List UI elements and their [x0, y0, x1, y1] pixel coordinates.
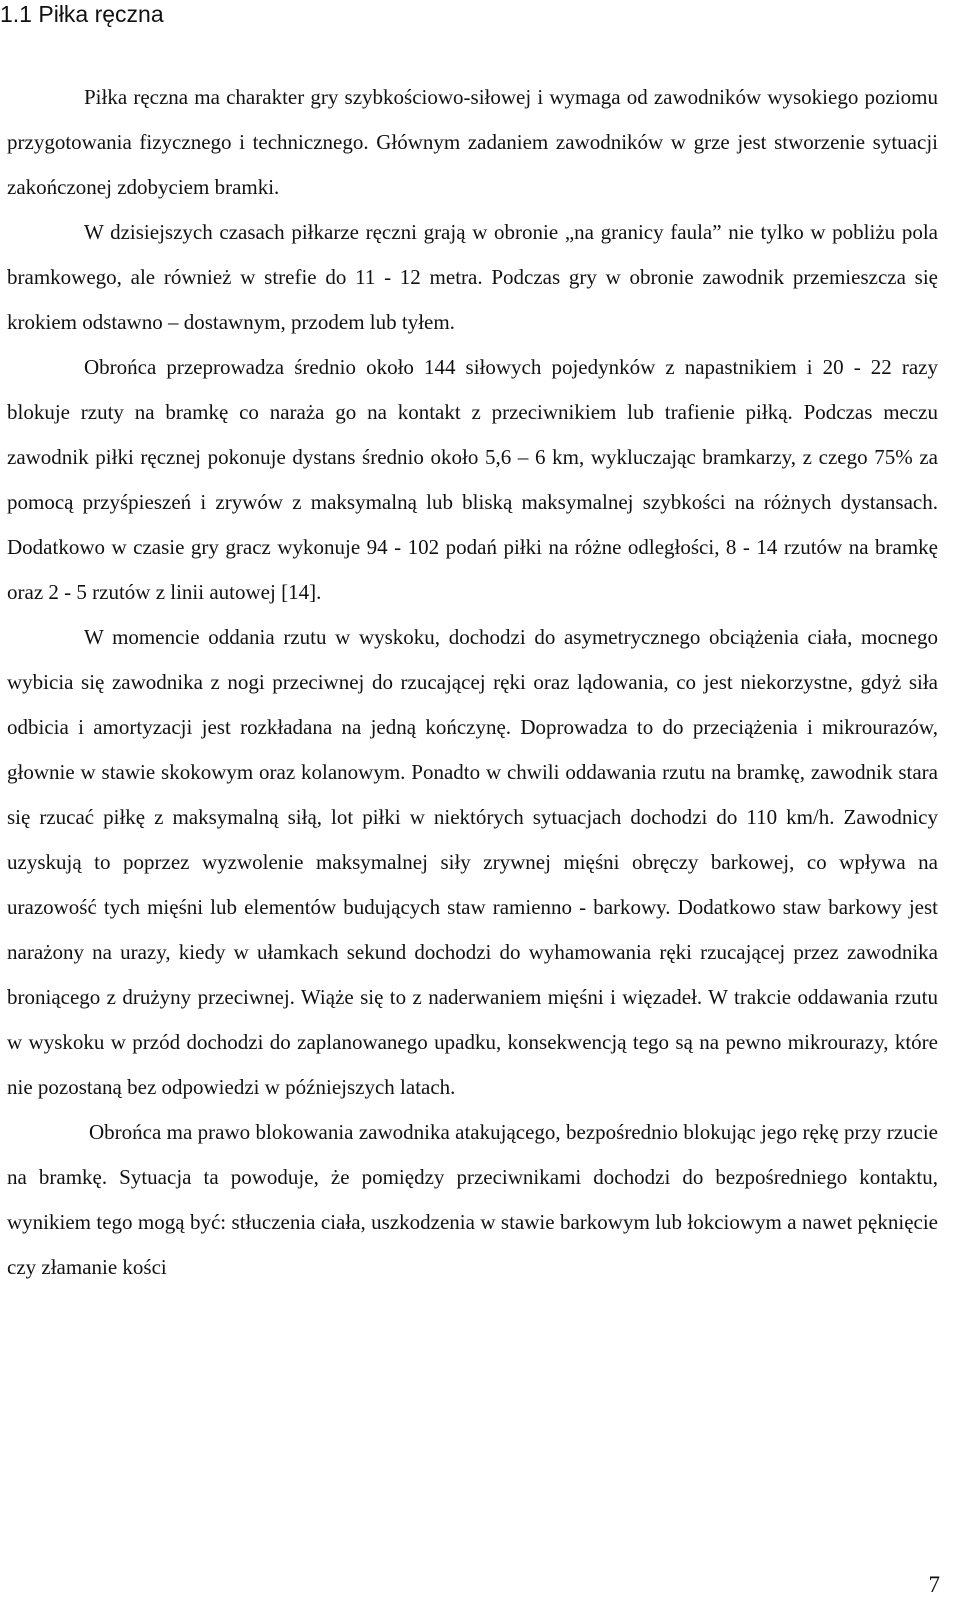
paragraph-1: Piłka ręczna ma charakter gry szybkościowo-siłowej i wymaga od zawodników wysokiego poziomu przygotowania fizycznego i technicznego. Głównym zadaniem zawodników w grze jest stworzenie sytuacji zakończonej zdobyciem bramki.	[7, 85, 938, 199]
paragraph-3: Obrońca przeprowadza średnio około 144 siłowych pojedynków z napastnikiem i 20 - 22 razy blokuje rzuty na bramkę co naraża go na kontakt z przeciwnikiem lub trafienie piłką. Podczas meczu zawodnik piłki ręcznej pokonuje dystans średnio około 5,6 – 6 km, wykluczając bramkarzy, z czego 75% za pomocą przyśpieszeń i zrywów z maksymalną lub bliską maksymalnej szybkości na różnych dystansach. Dodatkowo w czasie gry gracz wykonuje 94 - 102 podań piłki na różne odległości, 8 - 14 rzutów na bramkę oraz 2 - 5 rzutów z linii autowej [14].	[7, 355, 938, 604]
paragraph-2: W dzisiejszych czasach piłkarze ręczni grają w obronie „na granicy faula” nie tylko w pobliżu pola bramkowego, ale również w strefie do 11 - 12 metra. Podczas gry w obronie zawodnik przemieszcza się krokiem odstawno – dostawnym, przodem lub tyłem.	[7, 220, 938, 334]
section-heading: 1.1 Piłka ręczna	[0, 1, 164, 27]
page-number: 7	[928, 1572, 940, 1597]
paragraph-4: W momencie oddania rzutu w wyskoku, dochodzi do asymetrycznego obciążenia ciała, mocnego wybicia się zawodnika z nogi przeciwnej do rzucającej ręki oraz lądowania, co jest niekorzystne, gdyż siła odbicia i amortyzacji jest rozkładana na jedną kończynę. Doprowadza to do przeciążenia i mikrourazów, głownie w stawie skokowym oraz kolanowym. Ponadto w chwili oddawania rzutu na bramkę, zawodnik stara się rzucać piłkę z maksymalną siłą, lot piłki w niektórych sytuacjach dochodzi do 110 km/h. Zawodnicy uzyskują to poprzez wyzwolenie maksymalnej siły zrywnej mięśni obręczy barkowej, co wpływa na urazowość tych mięśni lub elementów budujących staw ramienno - barkowy. Dodatkowo staw barkowy jest narażony na urazy, kiedy w ułamkach sekund dochodzi do wyhamowania ręki rzucającej przez zawodnika broniącego z drużyny przeciwnej. Wiąże się to z naderwaniem mięśni i więzadeł. W trakcie oddawania rzutu w wyskoku w przód dochodzi do zaplanowanego upadku, konsekwencją tego są na pewno mikrourazy, które nie pozostaną bez odpowiedzi w późniejszych latach.	[7, 625, 938, 1099]
paragraph-5: Obrońca ma prawo blokowania zawodnika atakującego, bezpośrednio blokując jego rękę przy rzucie na bramkę. Sytuacja ta powoduje, że pomiędzy przeciwnikami dochodzi do bezpośredniego kontaktu, wynikiem tego mogą być: stłuczenia ciała, uszkodzenia w stawie barkowym lub łokciowym a nawet pęknięcie czy złamanie kości	[7, 1120, 938, 1279]
body-text	[7, 75, 938, 1290]
